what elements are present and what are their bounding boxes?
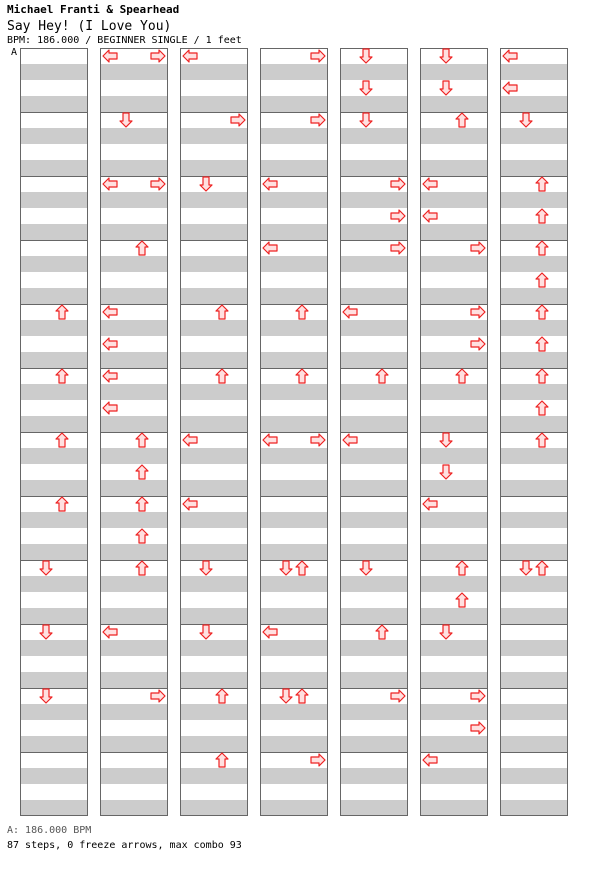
beat-stripe [100, 64, 168, 80]
beat-stripe [340, 512, 408, 528]
beat-stripe [260, 128, 328, 144]
beat-stripe [420, 544, 488, 560]
beat-stripe [180, 608, 248, 624]
beat-stripe [260, 736, 328, 752]
beat-stripe [180, 96, 248, 112]
beat-stripe [180, 64, 248, 80]
beat-stripe [500, 128, 568, 144]
beat-stripe [180, 160, 248, 176]
beat-stripe [420, 480, 488, 496]
beat-stripe [100, 96, 168, 112]
beat-stripe [260, 672, 328, 688]
beat-stripe [500, 704, 568, 720]
beat-stripe [100, 544, 168, 560]
beat-stripe [340, 736, 408, 752]
beat-stripe [420, 736, 488, 752]
chart-column [180, 48, 248, 816]
beat-stripe [20, 384, 88, 400]
beat-stripe [420, 416, 488, 432]
beat-stripe [420, 608, 488, 624]
beat-stripe [100, 192, 168, 208]
beat-stripe [500, 608, 568, 624]
beat-stripe [420, 448, 488, 464]
beat-stripe [340, 800, 408, 816]
beat-stripe [180, 192, 248, 208]
beat-stripe [100, 768, 168, 784]
beat-stripe [100, 256, 168, 272]
beat-stripe [420, 640, 488, 656]
beat-stripe [100, 480, 168, 496]
beat-stripe [100, 736, 168, 752]
beat-stripe [420, 320, 488, 336]
beat-stripe [20, 192, 88, 208]
beat-stripe [260, 416, 328, 432]
beat-stripe [100, 224, 168, 240]
beat-stripe [500, 288, 568, 304]
beat-stripe [340, 288, 408, 304]
beat-stripe [180, 736, 248, 752]
beat-stripe [180, 448, 248, 464]
beat-stripe [100, 160, 168, 176]
beat-stripe [420, 64, 488, 80]
beat-stripe [20, 320, 88, 336]
beat-stripe [260, 608, 328, 624]
beat-stripe [20, 160, 88, 176]
beat-stripe [20, 704, 88, 720]
beat-stripe [420, 128, 488, 144]
beat-stripe [20, 64, 88, 80]
beat-stripe [260, 512, 328, 528]
beat-stripe [340, 576, 408, 592]
beat-stripe [20, 352, 88, 368]
beat-stripe [180, 800, 248, 816]
beat-stripe [180, 512, 248, 528]
beat-stripe [500, 800, 568, 816]
beat-stripe [500, 448, 568, 464]
beat-stripe [260, 576, 328, 592]
beat-stripe [500, 384, 568, 400]
beat-stripe [260, 160, 328, 176]
beat-stripe [20, 608, 88, 624]
beat-stripe [20, 512, 88, 528]
beat-stripe [500, 416, 568, 432]
beat-stripe [260, 544, 328, 560]
beat-stripe [260, 288, 328, 304]
chart-stats: 87 steps, 0 freeze arrows, max combo 93 [7, 840, 242, 851]
beat-stripe [420, 800, 488, 816]
beat-stripe [180, 768, 248, 784]
beat-stripe [340, 64, 408, 80]
beat-stripe [20, 768, 88, 784]
beat-stripe [100, 288, 168, 304]
beat-stripe [340, 768, 408, 784]
beat-stripe [500, 480, 568, 496]
beat-stripe [340, 320, 408, 336]
beat-stripe [180, 672, 248, 688]
chart-column [20, 48, 88, 816]
beat-stripe [180, 704, 248, 720]
beat-stripe [180, 544, 248, 560]
beat-stripe [340, 416, 408, 432]
beat-stripe [340, 352, 408, 368]
beat-stripe [340, 96, 408, 112]
beat-stripe [420, 288, 488, 304]
beat-stripe [180, 576, 248, 592]
beat-stripe [100, 704, 168, 720]
beat-stripe [180, 640, 248, 656]
beat-stripe [260, 448, 328, 464]
beat-stripe [100, 640, 168, 656]
beat-stripe [500, 512, 568, 528]
beat-stripe [500, 736, 568, 752]
beat-stripe [100, 128, 168, 144]
bpm-legend: A: 186.000 BPM [7, 825, 92, 836]
beat-stripe [260, 352, 328, 368]
beat-stripe [180, 128, 248, 144]
beat-stripe [20, 672, 88, 688]
beat-stripe [340, 128, 408, 144]
beat-stripe [100, 384, 168, 400]
beat-stripe [260, 320, 328, 336]
beat-stripe [260, 256, 328, 272]
beat-stripe [500, 256, 568, 272]
beat-stripe [180, 320, 248, 336]
beat-stripe [20, 416, 88, 432]
beat-stripe [420, 96, 488, 112]
beat-stripe [260, 768, 328, 784]
beat-stripe [500, 544, 568, 560]
beat-stripe [20, 224, 88, 240]
beat-stripe [20, 128, 88, 144]
beat-stripe [420, 384, 488, 400]
beat-stripe [20, 640, 88, 656]
beat-stripe [100, 608, 168, 624]
beat-stripe [180, 480, 248, 496]
chart-column [500, 48, 568, 816]
beat-stripe [260, 96, 328, 112]
beat-stripe [500, 352, 568, 368]
beat-stripe [20, 256, 88, 272]
beat-stripe [420, 672, 488, 688]
beat-stripe [500, 320, 568, 336]
beat-stripe [420, 192, 488, 208]
beat-stripe [500, 224, 568, 240]
beat-stripe [100, 416, 168, 432]
chart-column [260, 48, 328, 816]
chart-info: BPM: 186.000 / BEGINNER SINGLE / 1 feet [7, 35, 242, 46]
beat-stripe [100, 576, 168, 592]
beat-stripe [20, 800, 88, 816]
chart-column [100, 48, 168, 816]
beat-stripe [340, 608, 408, 624]
beat-stripe [100, 448, 168, 464]
beat-stripe [100, 320, 168, 336]
beat-stripe [180, 384, 248, 400]
chart-column [340, 48, 408, 816]
beat-stripe [180, 416, 248, 432]
beat-stripe [420, 224, 488, 240]
beat-stripe [20, 480, 88, 496]
beat-stripe [420, 768, 488, 784]
beat-stripe [500, 96, 568, 112]
beat-stripe [500, 160, 568, 176]
beat-stripe [500, 192, 568, 208]
beat-stripe [100, 800, 168, 816]
beat-stripe [20, 448, 88, 464]
beat-stripe [340, 544, 408, 560]
beat-stripe [260, 64, 328, 80]
beat-stripe [260, 640, 328, 656]
beat-stripe [20, 288, 88, 304]
song-title: Say Hey! (I Love You) [7, 19, 172, 34]
beat-stripe [100, 352, 168, 368]
beat-stripe [500, 672, 568, 688]
beat-stripe [340, 256, 408, 272]
beat-stripe [100, 672, 168, 688]
beat-stripe [260, 480, 328, 496]
beat-stripe [420, 576, 488, 592]
beat-stripe [420, 256, 488, 272]
beat-stripe [260, 800, 328, 816]
beat-stripe [340, 480, 408, 496]
artist-name: Michael Franti & Spearhead [7, 3, 180, 16]
beat-stripe [340, 672, 408, 688]
beat-stripe [340, 704, 408, 720]
beat-stripe [340, 640, 408, 656]
beat-stripe [260, 192, 328, 208]
beat-stripe [340, 448, 408, 464]
beat-stripe [180, 224, 248, 240]
beat-stripe [20, 544, 88, 560]
beat-stripe [260, 224, 328, 240]
beat-stripe [180, 256, 248, 272]
beat-stripe [500, 768, 568, 784]
beat-stripe [20, 736, 88, 752]
beat-stripe [340, 384, 408, 400]
beat-stripe [180, 352, 248, 368]
beat-stripe [20, 576, 88, 592]
chart-column [420, 48, 488, 816]
bpm-change-marker: A [11, 47, 18, 58]
beat-stripe [420, 160, 488, 176]
beat-stripe [180, 288, 248, 304]
beat-stripe [20, 96, 88, 112]
beat-stripe [500, 640, 568, 656]
beat-stripe [420, 352, 488, 368]
beat-stripe [340, 160, 408, 176]
beat-stripe [340, 192, 408, 208]
beat-stripe [260, 704, 328, 720]
beat-stripe [100, 512, 168, 528]
beat-stripe [420, 512, 488, 528]
beat-stripe [340, 224, 408, 240]
beat-stripe [500, 576, 568, 592]
beat-stripe [420, 704, 488, 720]
beat-stripe [260, 384, 328, 400]
beat-stripe [500, 64, 568, 80]
